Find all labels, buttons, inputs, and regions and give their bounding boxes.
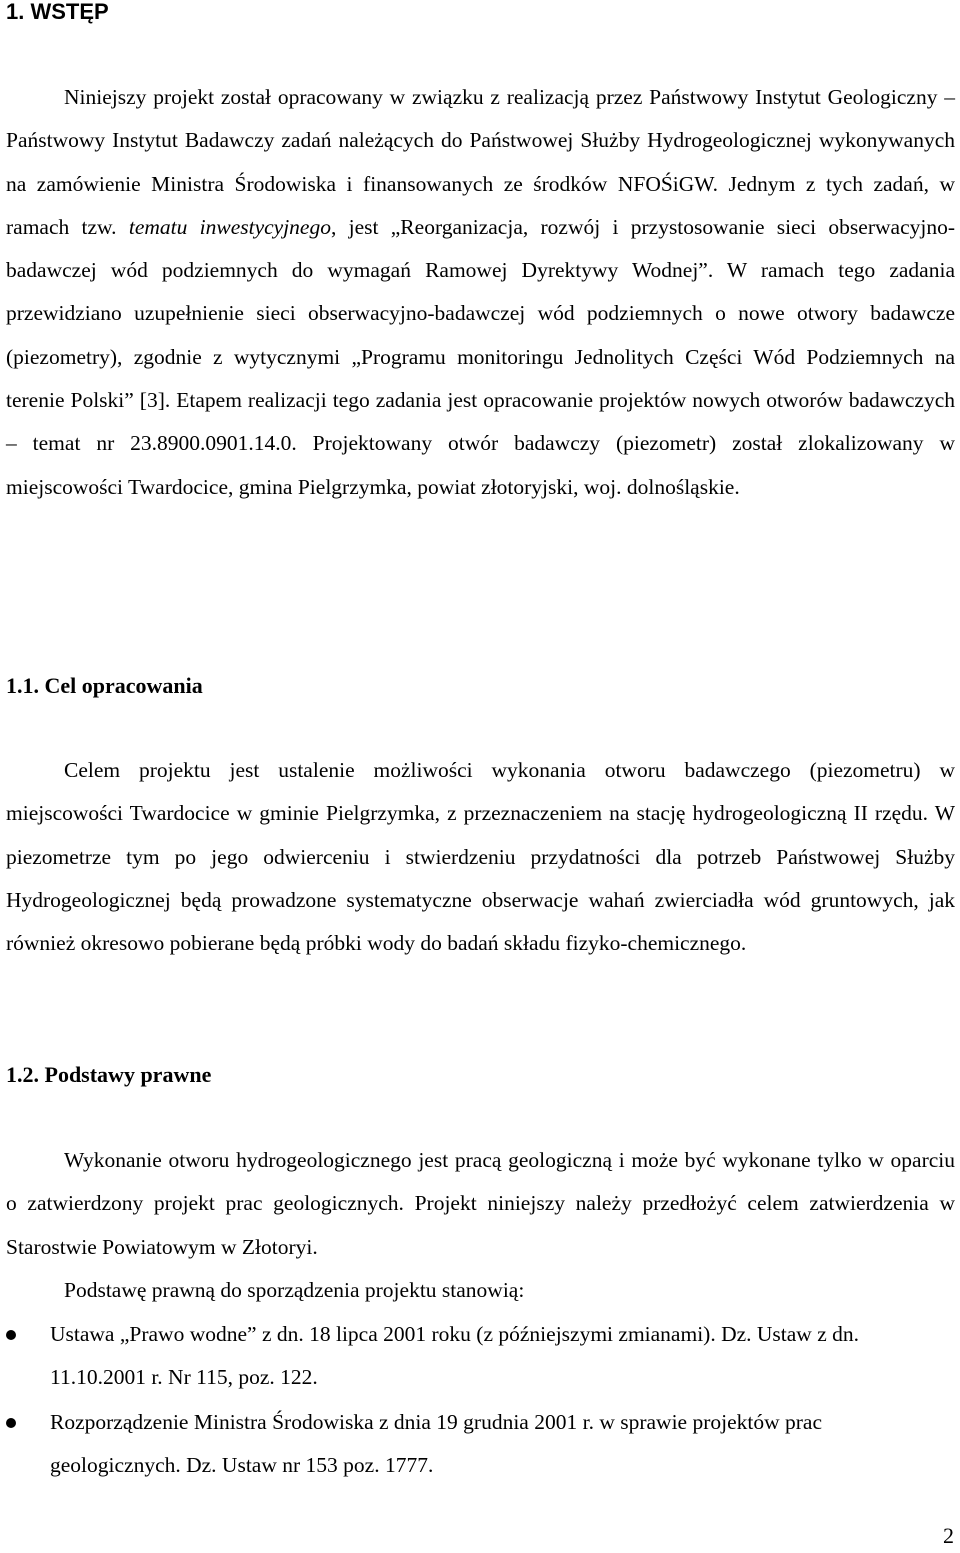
bullet-icon (6, 1418, 16, 1428)
section-heading-cel: 1.1. Cel opracowania (6, 673, 203, 698)
intro-paragraph (6, 76, 955, 509)
page-number: 2 (943, 1523, 954, 1548)
intro-text-part1: Niniejszy projekt został opracowany w związku z realizacją przez Państwowy Instytut Geologiczny – Państwowy Instytut Badawczy zadań należących do Państwowej Służby Hydrogeologicznej wykonywanych na zamówienie Ministra Środowiska i finansowanych ze środków NFOŚiGW. Jednym z tych zadań, w ramach tzw. (6, 85, 955, 239)
intro-text-part2: , jest „Reorganizacja, rozwój i przystosowanie sieci obserwacyjno-badawczej wód podziemnych do wymagań Ramowej Dyrektywy Wodnej”. W ramach tego zadania przewidziano uzupełnienie sieci obserwacyjno-badawczej wód podziemnych o nowe otwory badawcze (piezometry), zgodnie z wytycznymi „Programu monitoringu Jednolitych Części Wód Podziemnych na terenie Polski” [3]. Etapem realizacji tego zadania jest opracowanie projektów nowych otworów badawczych – temat nr 23.8900.0901.14.0. Projektowany otwór badawczy (piezometr) został zlokalizowany w miejscowości Twardocice, gmina Pielgrzymka, powiat złotoryjski, woj. dolnośląskie. (6, 214, 955, 499)
legal-intro-paragraph: Podstawę prawną do sporządzenia projektu stanowią: (64, 1278, 525, 1302)
goal-paragraph: Celem projektu jest ustalenie możliwości wykonania otworu badawczego (piezometru) w miejscowości Twardocice w gminie Pielgrzymka, z przeznaczeniem na stację hydrogeologiczną II rzędu. W piezometrze tym po jego odwierceniu i stwierdzeniu przydatności dla potrzeb Państwowej Służby Hydrogeologicznej będą prowadzone systematyczne obserwacje wahań zwierciadła wód gruntowych, jak również okresowo pobierane będą próbki wody do badań składu fizyko-chemicznego. (6, 758, 955, 956)
list-item-text: Ustawa „Prawo wodne” z dn. 18 lipca 2001 roku (z późniejszymi zmianami). Dz. Ustaw z dn. 11.10.2001 r. Nr 115, poz. 122. (50, 1322, 860, 1390)
list-item (6, 1313, 955, 1400)
section-heading-wstep: 1. WSTĘP (6, 0, 109, 24)
bullet-icon (6, 1330, 16, 1340)
intro-text-italic: tematu inwestycyjnego (128, 214, 331, 239)
section-heading-podstawy: 1.2. Podstawy prawne (6, 1062, 212, 1087)
legal-paragraph: Wykonanie otworu hydrogeologicznego jest pracą geologiczną i może być wykonane tylko w oparciu o zatwierdzony projekt prac geologicznych. Projekt niniejszy należy przedłożyć celem zatwierdzenia w Starostwie Powiatowym w Złotoryi. (6, 1148, 955, 1259)
list-item-text: Rozporządzenie Ministra Środowiska z dnia 19 grudnia 2001 r. w sprawie projektów prac geologicznych. Dz. Ustaw nr 153 poz. 1777. (50, 1409, 823, 1477)
legal-basis-list (6, 1313, 955, 1488)
list-item (6, 1401, 955, 1488)
